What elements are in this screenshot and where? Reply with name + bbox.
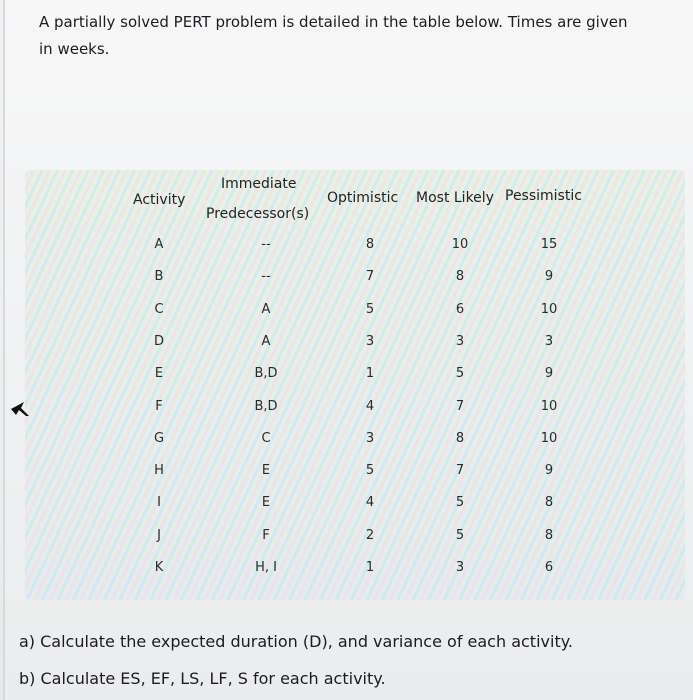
cell-pessimistic: 6 (544, 560, 554, 575)
question-a: a) Calculate the expected duration (D), and variance of each activity. (19, 632, 573, 651)
cell-pessimistic: 10 (540, 301, 558, 317)
cell-most-likely: 6 (455, 301, 465, 317)
cell-optimistic: 8 (365, 237, 375, 252)
cell-pessimistic: 8 (544, 527, 554, 543)
cell-optimistic: 2 (365, 527, 375, 543)
header-predecessor-line1: Immediate (221, 176, 297, 192)
cell-most-likely: 7 (455, 398, 465, 414)
cell-most-likely: 8 (455, 430, 465, 446)
cell-pessimistic: 8 (544, 495, 554, 511)
cell-optimistic: 3 (365, 430, 375, 446)
cell-most-likely: 10 (451, 237, 469, 252)
cell-activity: G (153, 430, 165, 446)
cell-most-likely: 8 (455, 269, 465, 285)
cell-most-likely: 5 (455, 527, 465, 543)
cell-predecessor: E (261, 495, 271, 511)
cell-predecessor: B,D (254, 398, 278, 414)
cell-activity: F (155, 398, 163, 414)
cell-most-likely: 7 (455, 463, 465, 479)
header-predecessor-line2: Predecessor(s) (206, 206, 310, 222)
cell-predecessor: -- (261, 237, 271, 252)
cell-activity: J (157, 527, 161, 543)
cell-activity: H (154, 463, 164, 479)
cell-pessimistic: 10 (540, 430, 558, 446)
question-b: b) Calculate ES, EF, LS, LF, S for each activity. (19, 669, 386, 688)
cell-predecessor: -- (261, 269, 271, 285)
cell-most-likely: 5 (455, 366, 465, 382)
cell-predecessor: E (261, 463, 271, 479)
cell-activity: C (154, 301, 164, 317)
cell-predecessor: C (261, 430, 271, 446)
cell-pessimistic: 9 (544, 463, 554, 479)
cell-optimistic: 4 (365, 495, 375, 511)
cell-optimistic: 5 (365, 463, 375, 479)
cell-most-likely: 5 (455, 495, 465, 511)
cell-most-likely: 3 (455, 560, 465, 575)
problem-intro: A partially solved PERT problem is detailed in the table below. Times are given in weeks. (39, 13, 628, 58)
header-activity: Activity (133, 192, 186, 208)
mouse-pointer-icon (10, 401, 30, 417)
cell-optimistic: 3 (365, 333, 375, 349)
cell-activity: A (154, 237, 164, 252)
cell-predecessor: F (262, 527, 270, 543)
cell-predecessor: B,D (254, 366, 278, 382)
cell-predecessor: A (261, 301, 271, 317)
cell-activity: E (154, 366, 164, 382)
cell-predecessor: H, I (255, 560, 277, 575)
cell-activity: I (157, 495, 161, 511)
cell-activity: B (154, 269, 164, 285)
cell-optimistic: 1 (365, 560, 375, 575)
cell-most-likely: 3 (455, 333, 465, 349)
cell-activity: D (153, 333, 164, 349)
cell-optimistic: 1 (365, 366, 375, 382)
cell-optimistic: 7 (365, 269, 375, 285)
header-pessimistic: Pessimistic (505, 188, 582, 204)
cell-pessimistic: 15 (540, 237, 558, 252)
header-most-likely: Most Likely (416, 190, 494, 206)
cell-pessimistic: 3 (544, 333, 554, 349)
cell-pessimistic: 10 (540, 398, 558, 414)
header-optimistic: Optimistic (327, 190, 399, 206)
cell-optimistic: 4 (365, 398, 375, 414)
cell-optimistic: 5 (365, 301, 375, 317)
cell-activity: K (154, 560, 164, 575)
questions (19, 623, 679, 697)
pert-table-image (25, 170, 685, 600)
cell-pessimistic: 9 (544, 366, 554, 382)
cell-pessimistic: 9 (544, 269, 554, 285)
cell-predecessor: A (261, 333, 271, 349)
problem-card (3, 0, 693, 700)
